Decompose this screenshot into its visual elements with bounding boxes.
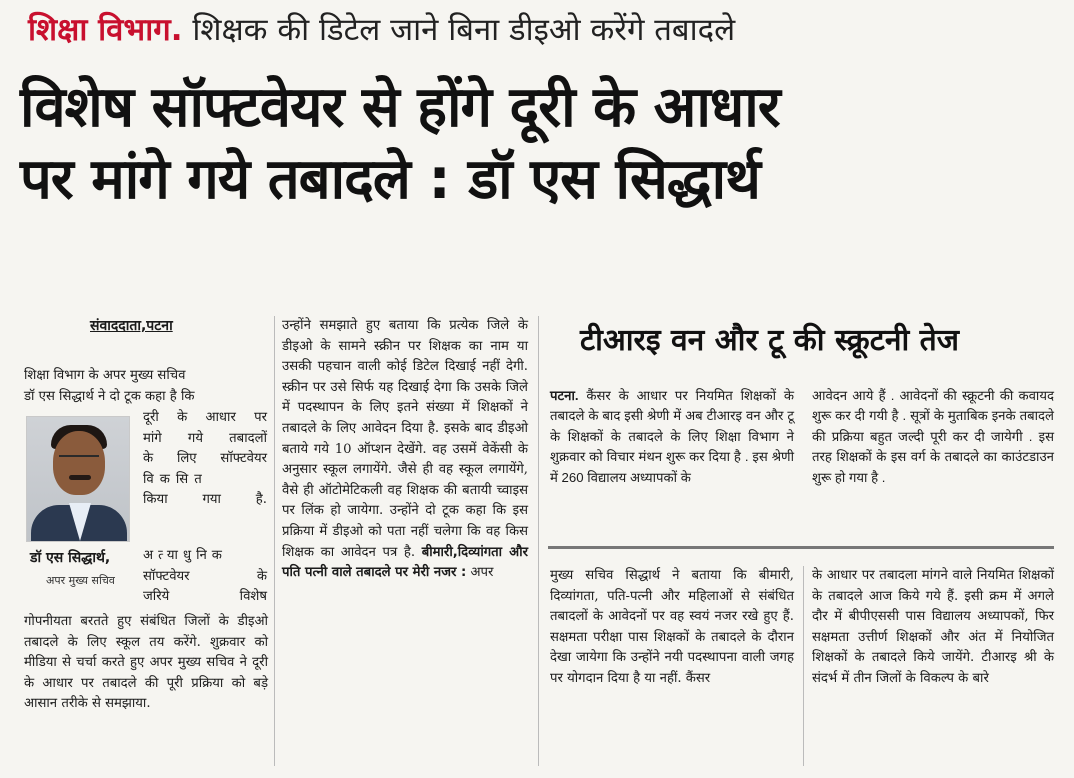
box-col-b: आवेदन आये हैं . आवेदनों की स्क्रूटनी की कवायद शुरू कर दी गयी है . सूत्रों के मुताबिक इनके तबादले की प्रक्रिया बहुत जल्दी पूरी कर दी जायेगी . इस तरह शिक्षकों के इस वर्ग के तबादले का काउंटडाउन शुरू हो गया है . xyxy=(812,388,1054,485)
col1-side-line: किया गया है. xyxy=(143,492,267,508)
col1-side-text-2 xyxy=(143,546,267,608)
kicker xyxy=(28,8,735,52)
col2-subhead: बीमारी,दिव्यांगता और पति पत्नी वाले तबादले पर मेरी नजर : xyxy=(282,544,528,581)
photo-caption-name: डॉ एस सिद्धार्थ, xyxy=(30,550,111,566)
col1-side-line: सॉफ्टवेयर के xyxy=(143,568,267,584)
author-photo xyxy=(26,416,130,542)
col2-text: उन्होंने समझाते हुए बताया कि प्रत्येक जिले के डीइओ के सामने स्क्रीन पर शिक्षक का नाम या उसकी पहचान वाली कोई डिटेल दिखाई नहीं देगी. स्क्रीन पर उसे सिर्फ यह दिखाई देगा कि उसके जिले में पदस्थापन के लिए इतने संख्या में शिक्षकों ने तबादले के लिए आवेदन दिया है. इसके बाद डीइओ बताये गये 10 ऑप्शन देखेंगे. वह उसमें वेकेंसी के अनुसार स्कूल लगायेंगे. जैसे ही वह स्कूल लगायेंगे, वैसे ही ऑटोमेटिकली वह शिक्षक की बतायी च्वाइस पर लिंक हो जायेगा. उन्होंने दो टूक कहा कि इस प्रक्रिया में डीइओ को पता नहीं चलेगा कि वह किस शिक्षक का आवेदन पत्र है. xyxy=(282,318,528,560)
headline-line-1: विशेष सॉफ्टवेयर से होंगे दूरी के आधार xyxy=(20,75,780,140)
box-headline: टीआरइ वन और टू की स्क्रूटनी तेज xyxy=(580,323,960,358)
box-dateline: पटना. xyxy=(550,388,579,403)
col4-body: के आधार पर तबादला मांगने वाले नियमित शिक्षकों के तबादले आज किये गये हैं. इसी क्रम में अगले दौर में बीपीएससी पास विद्यालय अध्यापकों, फिर सक्षमता उत्तीर्ण शिक्षकों और अंत में नियोजित शिक्षकों के तबादले किये जायेंगे. टीआरइ श्री के संदर्भ में तीन जिलों के विकल्प के बारे xyxy=(812,568,1054,686)
kicker-label: शिक्षा विभाग. xyxy=(28,12,183,48)
headline-line-2: पर मांगे गये तबादले : डॉ एस सिद्धार्थ xyxy=(20,147,760,212)
col1-side-text xyxy=(143,408,267,511)
photo-caption-title: अपर मुख्य सचिव xyxy=(46,574,115,587)
byline: संवाददाता,पटना xyxy=(90,318,173,334)
col1-side-line: अत्याधुनिक xyxy=(143,548,227,563)
col3-body: मुख्य सचिव सिद्धार्थ ने बताया कि बीमारी, दिव्यांगता, पति-पत्नी और महिलाओं से संबंधित तबादलों के आवेदनों पर वह स्वयं नजर रखे हुए हैं. सक्षमता परीक्षा पास शिक्षकों के तबादले के दौरान देखा जायेगा कि उन्होंने नयी पदस्थापना वाली जगह पर योगदान दिया है या नहीं. कैंसर xyxy=(550,568,794,686)
box-col-a xyxy=(550,386,794,488)
col1-side-line: के लिए सॉफ्टवेयर xyxy=(143,451,267,467)
col1-side-line: मांगे गये तबादलों xyxy=(143,430,267,446)
col1-intro xyxy=(24,366,268,407)
box-divider xyxy=(548,546,1054,549)
col2-tail: अपर xyxy=(470,565,494,581)
kicker-text: शिक्षक की डिटेल जाने बिना डीइओ करेंगे तबादले xyxy=(192,12,736,48)
col1-side-line: जरिये विशेष xyxy=(143,589,267,605)
col1-side-line: विकसित xyxy=(143,471,208,487)
col2-body xyxy=(282,316,528,584)
col1-body: गोपनीयता बरतते हुए संबंधित जिलों के डीइओ तबादले के लिए स्कूल तय करेंगे. शुक्रवार को मीडिया से चर्चा करते हुए अपर मुख्य सचिव ने दूरी के आधार पर तबादले की पूरी प्रक्रिया को बड़े आसान तरीके से समझाया. xyxy=(24,614,268,712)
col1-intro-line: डॉ एस सिद्धार्थ ने दो टूक कहा है कि xyxy=(24,388,195,404)
col1-side-line: दूरी के आधार पर xyxy=(143,410,267,425)
headline xyxy=(20,72,1060,216)
col1-intro-line: शिक्षा विभाग के अपर मुख्य सचिव xyxy=(24,368,186,383)
box-col-a-text: कैंसर के आधार पर नियमित शिक्षकों के तबादले के बाद इसी श्रेणी में अब टीआरइ वन और टू के शिक्षकों के तबादले के लिए शिक्षा विभाग ने शुक्रवार को विचार मंथन शुरू कर दिया है . इस श्रेणी में 260 विद्यालय अध्यापकों के xyxy=(550,388,794,485)
